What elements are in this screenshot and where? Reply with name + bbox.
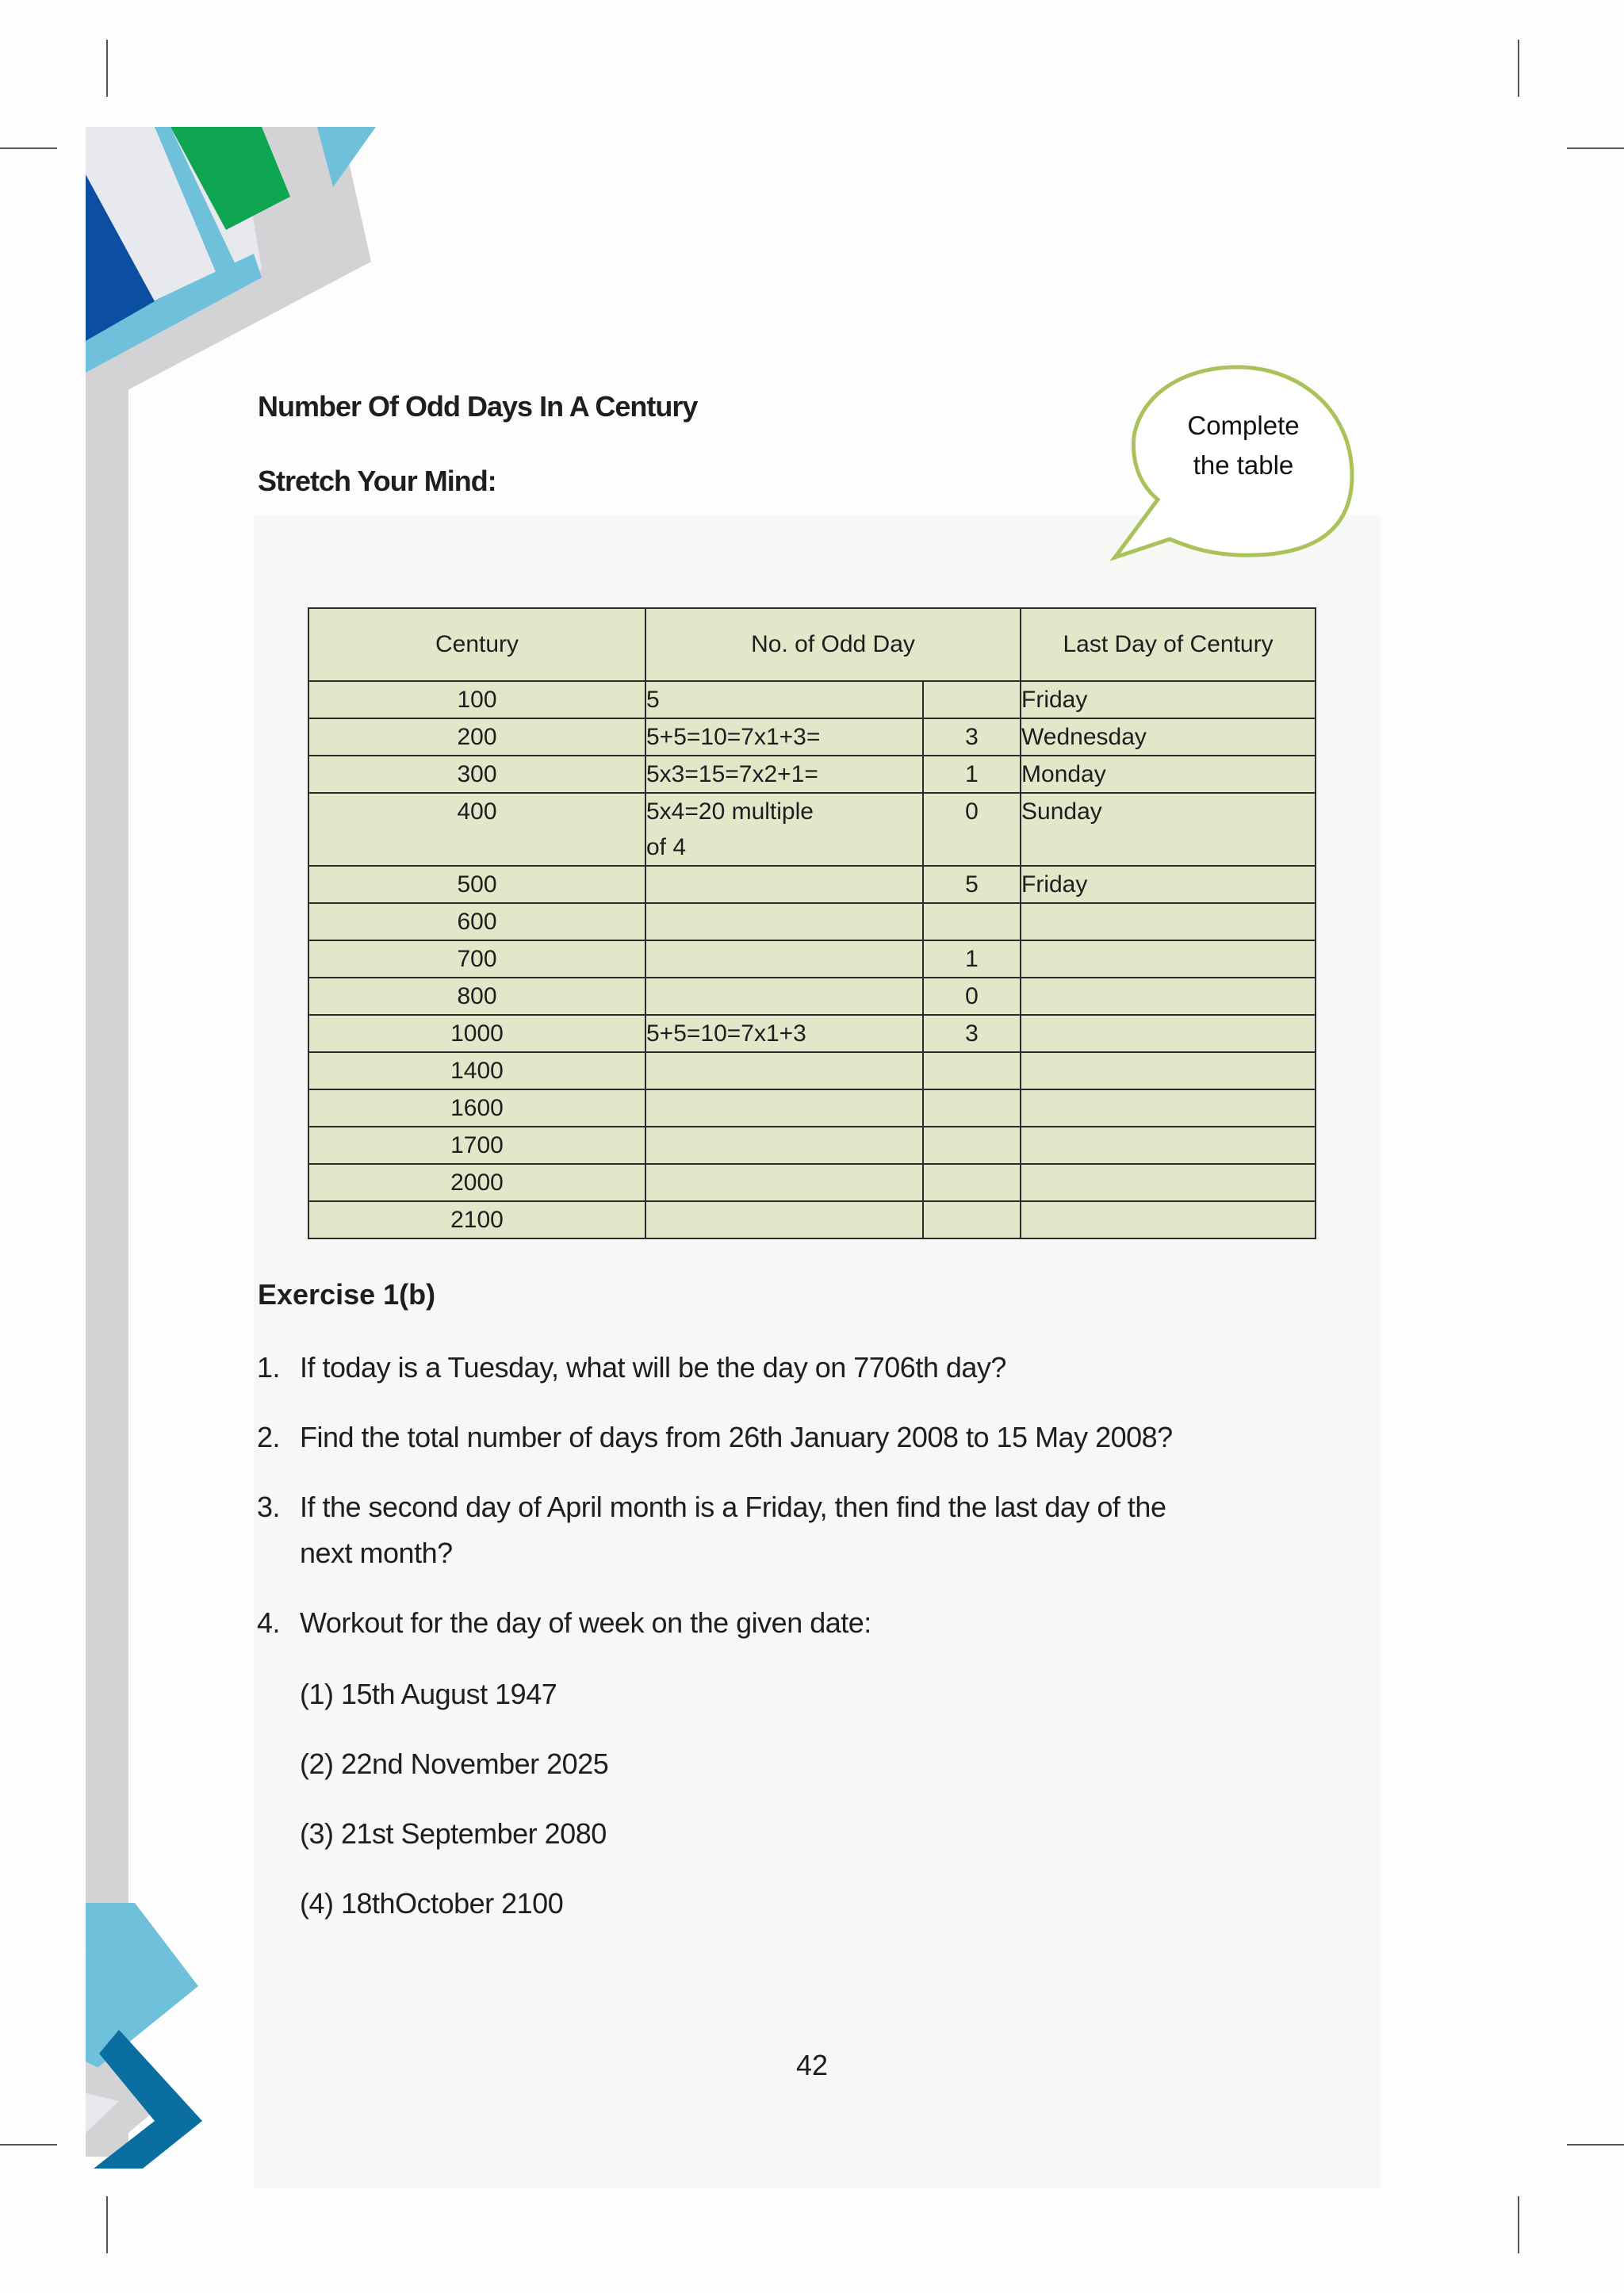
cell-odd: 0 <box>923 978 1021 1015</box>
cell-day: Friday <box>1021 681 1316 718</box>
question-text: Find the total number of days from 26th January 2008 to 15 May 2008? <box>300 1421 1173 1453</box>
cell-day <box>1021 1052 1316 1089</box>
table-row <box>308 1201 1316 1238</box>
cell-day: Friday <box>1021 866 1316 903</box>
question-number: 4. <box>257 1606 281 1639</box>
cell-century: 1700 <box>308 1127 645 1164</box>
cell-calc: 5 <box>645 681 923 718</box>
question-text-continued: next month? <box>300 1537 453 1569</box>
sub-item: (2) 22nd November 2025 <box>300 1748 609 1780</box>
table-row <box>308 978 1316 1015</box>
cell-odd <box>923 1201 1021 1238</box>
cell-day <box>1021 978 1316 1015</box>
cell-calc: 5+5=10=7x1+3= <box>645 718 923 756</box>
cell-day <box>1021 1201 1316 1238</box>
cell-century: 700 <box>308 940 645 978</box>
crop-mark <box>106 40 108 97</box>
table-header-row <box>308 608 1316 681</box>
question-number: 2. <box>257 1421 281 1453</box>
cell-century: 100 <box>308 681 645 718</box>
cell-century: 2100 <box>308 1201 645 1238</box>
cell-century: 800 <box>308 978 645 1015</box>
cell-calc <box>645 1052 923 1089</box>
cell-calc <box>645 1201 923 1238</box>
cell-century: 400 <box>308 793 645 866</box>
cell-odd <box>923 1164 1021 1201</box>
century-odd-days-table <box>308 607 1316 1239</box>
header-last-day: Last Day of Century <box>1021 608 1316 681</box>
cell-day <box>1021 903 1316 940</box>
crop-mark <box>1518 40 1519 97</box>
cell-day <box>1021 1127 1316 1164</box>
cell-century: 1600 <box>308 1089 645 1127</box>
question-item <box>257 1414 1173 1460</box>
cell-day: Wednesday <box>1021 718 1316 756</box>
header-odd-day: No. of Odd Day <box>645 608 1021 681</box>
callout-text <box>1148 406 1339 485</box>
header-century: Century <box>308 608 645 681</box>
cell-day <box>1021 1164 1316 1201</box>
page-number: 42 <box>795 2049 829 2081</box>
cell-odd: 1 <box>923 756 1021 793</box>
question-item <box>257 1345 1006 1391</box>
table-row <box>308 1127 1316 1164</box>
exercise-title: Exercise 1(b) <box>258 1278 436 1311</box>
table-row <box>308 681 1316 718</box>
cell-calc <box>645 1164 923 1201</box>
question-text: Workout for the day of week on the given date: <box>300 1606 871 1639</box>
cell-odd: 5 <box>923 866 1021 903</box>
cell-odd: 3 <box>923 718 1021 756</box>
cell-odd <box>923 903 1021 940</box>
table-row <box>308 756 1316 793</box>
cell-calc <box>645 903 923 940</box>
table-row <box>308 1164 1316 1201</box>
table-row <box>308 1052 1316 1089</box>
cell-odd <box>923 1127 1021 1164</box>
table-row <box>308 793 1316 866</box>
cell-calc: 5+5=10=7x1+3 <box>645 1015 923 1052</box>
question-item <box>257 1600 871 1646</box>
cell-odd <box>923 681 1021 718</box>
callout-line: the table <box>1193 450 1294 480</box>
cell-century: 1000 <box>308 1015 645 1052</box>
cell-day <box>1021 940 1316 978</box>
question-text: If the second day of April month is a Friday, then find the last day of the <box>300 1491 1166 1523</box>
cell-odd: 0 <box>923 793 1021 866</box>
question-number: 1. <box>257 1351 281 1384</box>
cell-day: Monday <box>1021 756 1316 793</box>
cell-calc <box>645 978 923 1015</box>
cell-calc <box>645 1089 923 1127</box>
cell-calc-line: 5x4=20 multiple <box>646 798 814 825</box>
cell-odd: 1 <box>923 940 1021 978</box>
table-row <box>308 903 1316 940</box>
cell-odd: 3 <box>923 1015 1021 1052</box>
crop-mark <box>1567 2144 1624 2146</box>
cell-day: Sunday <box>1021 793 1316 866</box>
cell-century: 200 <box>308 718 645 756</box>
cell-calc: 5x3=15=7x2+1= <box>645 756 923 793</box>
cell-day <box>1021 1015 1316 1052</box>
cell-day <box>1021 1089 1316 1127</box>
cell-century: 2000 <box>308 1164 645 1201</box>
callout-line: Complete <box>1187 411 1300 440</box>
question-item <box>257 1484 1166 1576</box>
sub-item: (4) 18thOctober 2100 <box>300 1887 564 1920</box>
crop-mark <box>106 2196 108 2253</box>
cell-calc <box>645 866 923 903</box>
section-title: Number Of Odd Days In A Century <box>258 390 698 423</box>
table-row <box>308 940 1316 978</box>
question-number: 3. <box>257 1491 281 1523</box>
crop-mark <box>0 147 57 149</box>
cell-century: 600 <box>308 903 645 940</box>
crop-mark <box>0 2144 57 2146</box>
table-row <box>308 1015 1316 1052</box>
sub-item: (3) 21st September 2080 <box>300 1817 607 1850</box>
table-row <box>308 866 1316 903</box>
section-subtitle: Stretch Your Mind: <box>258 465 496 497</box>
table-row <box>308 1089 1316 1127</box>
cell-calc <box>645 793 923 866</box>
cell-odd <box>923 1052 1021 1089</box>
table-row <box>308 718 1316 756</box>
question-text: If today is a Tuesday, what will be the day on 7706th day? <box>300 1351 1006 1384</box>
cell-calc-line: of 4 <box>646 834 687 860</box>
cell-odd <box>923 1089 1021 1127</box>
cell-century: 1400 <box>308 1052 645 1089</box>
cell-century: 500 <box>308 866 645 903</box>
sub-item: (1) 15th August 1947 <box>300 1678 557 1710</box>
cell-calc <box>645 1127 923 1164</box>
cell-calc <box>645 940 923 978</box>
crop-mark <box>1567 147 1624 149</box>
crop-mark <box>1518 2196 1519 2253</box>
cell-century: 300 <box>308 756 645 793</box>
